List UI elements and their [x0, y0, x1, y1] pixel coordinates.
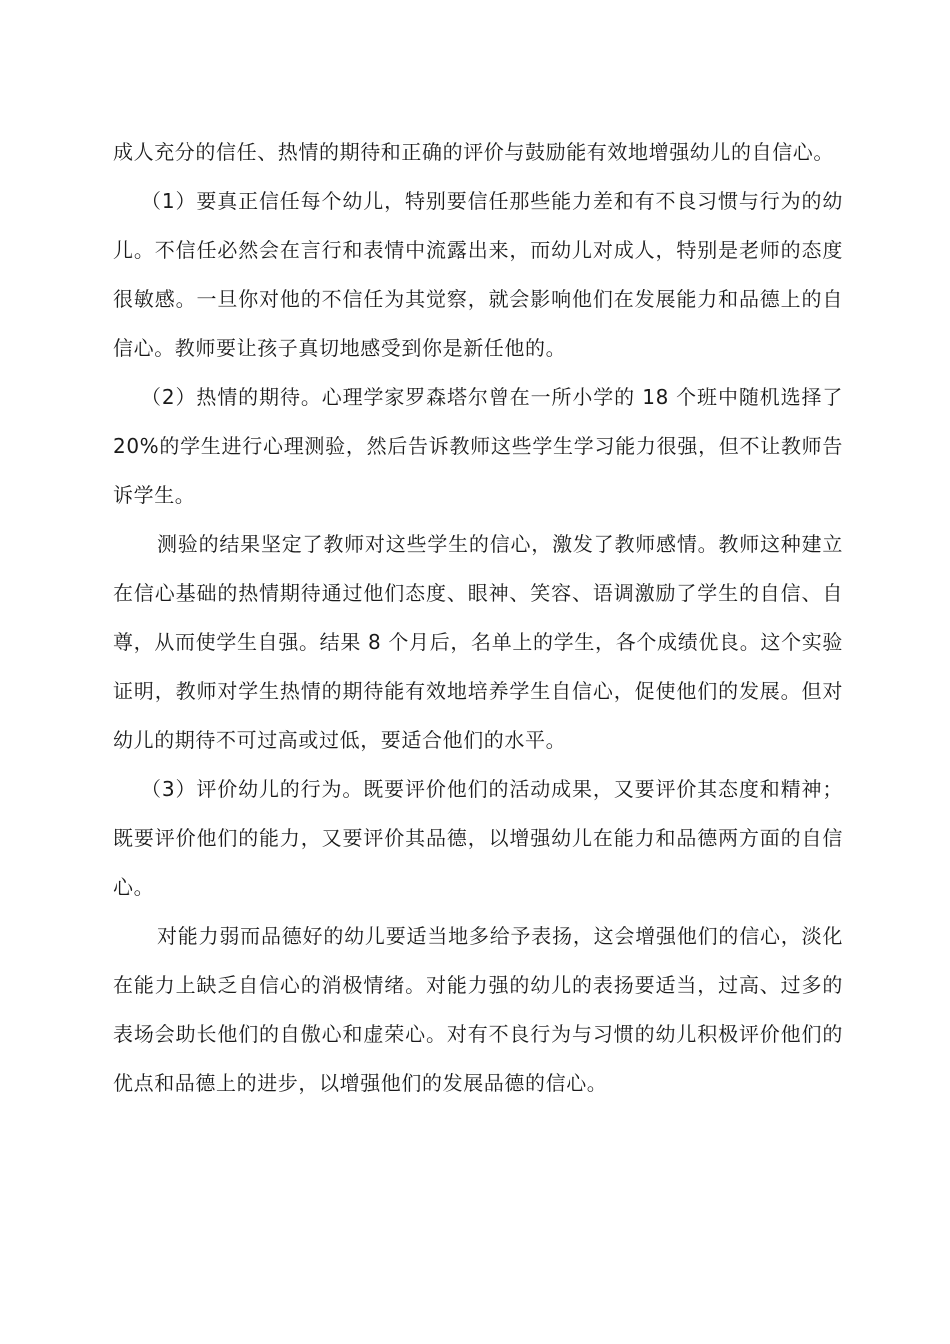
paragraph-praise: 对能力弱而品德好的幼儿要适当地多给予表扬，这会增强他们的信心，淡化在能力上缺乏自信心的消极情绪。对能力强的幼儿的表扬要适当，过高、过多的表场会助长他们的自傲心和虚荣心。对有不良行为与习惯的幼儿积极评价他们的优点和品德上的进步，以增强他们的发展品德的信心。 — [113, 924, 843, 1095]
paragraph-trust: （1）要真正信任每个幼儿，特别要信任那些能力差和有不良习惯与行为的幼儿。不信任必然会在言行和表情中流露出来，而幼儿对成人，特别是老师的态度很敏感。一旦你对他的不信任为其觉察，就会影响他们在发展能力和品德上的自信心。教师要让孩子真切地感受到你是新任他的。 — [113, 189, 843, 360]
paragraph-experiment-result: 测验的结果坚定了教师对这些学生的信心，激发了教师感情。教师这种建立在信心基础的热情期待通过他们态度、眼神、笑容、语调激励了学生的自信、自尊，从而使学生自强。结果 8 个月后，名单上的学生，各个成绩优良。这个实验证明，教师对学生热情的期待能有效地培养学生自信心，促使他们的发展。但对幼儿的期待不可过高或过低，要适合他们的水平。 — [113, 532, 843, 752]
paragraph-expectation: （2）热情的期待。心理学家罗森塔尔曾在一所小学的 18 个班中随机选择了 20%的学生进行心理测验，然后告诉教师这些学生学习能力很强，但不让教师告诉学生。 — [113, 385, 843, 507]
paragraph-intro: 成人充分的信任、热情的期待和正确的评价与鼓励能有效地增强幼儿的自信心。 — [113, 140, 834, 164]
document-body — [113, 128, 843, 1108]
paragraph-evaluation: （3）评价幼儿的行为。既要评价他们的活动成果，又要评价其态度和精神；既要评价他们的能力，又要评价其品德，以增强幼儿在能力和品德两方面的自信心。 — [113, 777, 843, 899]
